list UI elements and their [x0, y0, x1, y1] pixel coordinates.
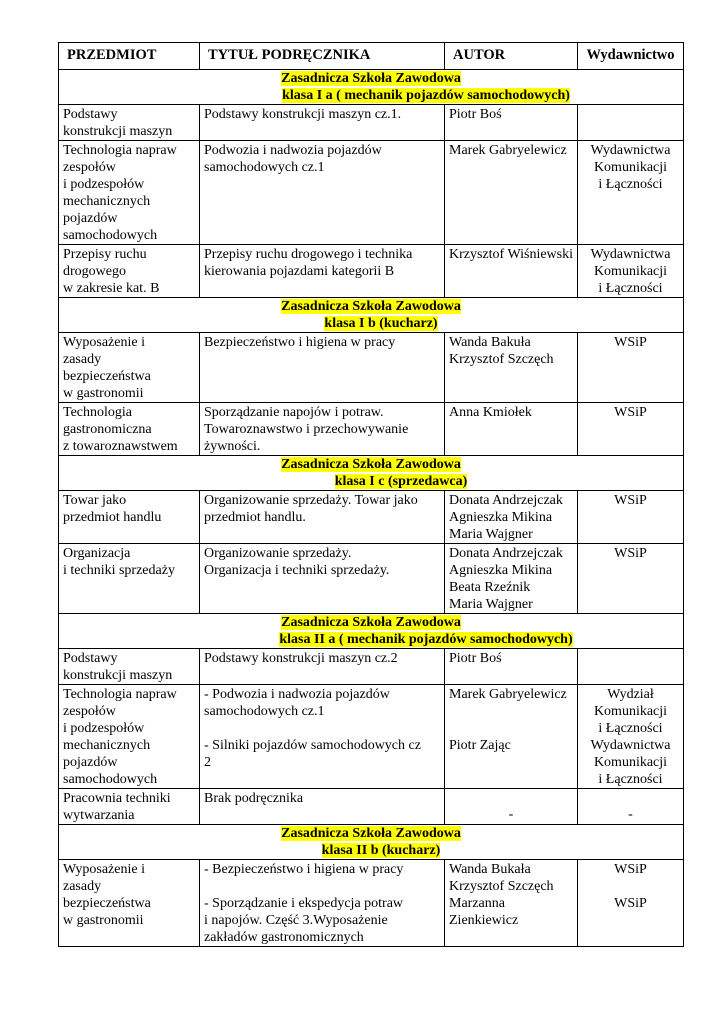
cell-author: Piotr Boś — [445, 105, 578, 141]
section-class: klasa I b (kucharz) — [324, 316, 438, 331]
cell-subject: Organizacja i techniki sprzedaży — [59, 544, 200, 614]
cell-author: Piotr Boś — [445, 649, 578, 685]
cell-title — [200, 860, 445, 947]
section-heading — [59, 70, 684, 105]
cell-author: Wanda Bukała Krzysztof Szczęch Marzanna Zienkiewicz — [445, 860, 578, 947]
section-school: Zasadnicza Szkoła Zawodowa — [281, 299, 461, 314]
textbook-table — [58, 42, 684, 947]
section-school: Zasadnicza Szkoła Zawodowa — [281, 615, 461, 630]
title-part-a: - Podwozia i nadwozia pojazdów samochodowych cz.1 — [204, 687, 390, 719]
cell-author: Donata Andrzejczak Agnieszka Mikina Maria Wajgner — [445, 491, 578, 544]
cell-title: Podstawy konstrukcji maszyn cz.2 — [200, 649, 445, 685]
cell-publisher: Wydawnictwa Komunikacji i Łączności — [578, 245, 684, 298]
title-part-b: - Sporządzanie i ekspedycja potraw i napojów. Część 3.Wyposażenie zakładów gastronomicznych — [204, 896, 404, 945]
section-heading-row — [59, 825, 684, 860]
cell-publisher: Wydział Komunikacji i Łączności Wydawnictwa Komunikacji i Łączności — [578, 685, 684, 789]
author-part-b: Piotr Zając — [449, 738, 511, 753]
section-heading-row — [59, 614, 684, 649]
publisher-dash: - — [628, 807, 633, 822]
section-heading — [59, 825, 684, 860]
cell-author: Krzysztof Wiśniewski — [445, 245, 578, 298]
table-header-row — [59, 43, 684, 70]
cell-publisher — [578, 860, 684, 947]
author-part-a: Marek Gabryelewicz — [449, 687, 567, 702]
section-school: Zasadnicza Szkoła Zawodowa — [281, 71, 461, 86]
cell-title — [200, 685, 445, 789]
cell-publisher: WSiP — [578, 403, 684, 456]
section-school: Zasadnicza Szkoła Zawodowa — [281, 826, 461, 841]
section-heading-row — [59, 456, 684, 491]
cell-author: Donata Andrzejczak Agnieszka Mikina Beata Rzeźnik Maria Wajgner — [445, 544, 578, 614]
cell-title: Podwozia i nadwozia pojazdów samochodowych cz.1 — [200, 141, 445, 245]
section-heading-row — [59, 70, 684, 105]
author-dash: - — [508, 807, 514, 822]
table-row — [59, 105, 684, 141]
title-part-a: - Bezpieczeństwo i higiena w pracy — [204, 862, 404, 877]
cell-title: Organizowanie sprzedaży. Organizacja i techniki sprzedaży. — [200, 544, 445, 614]
header-subject: PRZEDMIOT — [59, 43, 200, 70]
cell-title: Podstawy konstrukcji maszyn cz.1. — [200, 105, 445, 141]
cell-title: Brak podręcznika — [200, 789, 445, 825]
header-publisher: Wydawnictwo — [578, 43, 684, 70]
section-class: klasa II b (kucharz) — [321, 843, 441, 858]
section-heading — [59, 298, 684, 333]
table-row — [59, 491, 684, 544]
cell-title: Organizowanie sprzedaży. Towar jako przedmiot handlu. — [200, 491, 445, 544]
cell-subject: Podstawy konstrukcji maszyn — [59, 649, 200, 685]
cell-subject: Technologia napraw zespołów i podzespołów mechanicznych pojazdów samochodowych — [59, 685, 200, 789]
cell-subject: Wyposażenie i zasady bezpieczeństwa w gastronomii — [59, 333, 200, 403]
section-class: klasa II a ( mechanik pojazdów samochodowych) — [279, 632, 573, 647]
section-heading — [59, 614, 684, 649]
table-row — [59, 860, 684, 947]
cell-publisher: Wydawnictwa Komunikacji i Łączności — [578, 141, 684, 245]
cell-publisher — [578, 649, 684, 685]
table-row — [59, 333, 684, 403]
cell-subject: Pracownia techniki wytwarzania — [59, 789, 200, 825]
cell-subject: Towar jako przedmiot handlu — [59, 491, 200, 544]
title-part-b: - Silniki pojazdów samochodowych cz 2 — [204, 738, 421, 770]
section-heading — [59, 456, 684, 491]
table-row — [59, 685, 684, 789]
cell-publisher — [578, 105, 684, 141]
table-row — [59, 789, 684, 825]
cell-publisher: WSiP — [578, 491, 684, 544]
cell-title: Bezpieczeństwo i higiena w pracy — [200, 333, 445, 403]
cell-subject: Wyposażenie i zasady bezpieczeństwa w gastronomii — [59, 860, 200, 947]
header-author: AUTOR — [445, 43, 578, 70]
cell-publisher: WSiP — [578, 333, 684, 403]
publisher-part-a: WSiP — [614, 862, 647, 877]
section-class: klasa I a ( mechanik pojazdów samochodowych) — [282, 88, 570, 103]
cell-subject: Przepisy ruchu drogowego w zakresie kat. B — [59, 245, 200, 298]
table-row — [59, 649, 684, 685]
cell-subject: Technologia gastronomiczna z towaroznawstwem — [59, 403, 200, 456]
table-row — [59, 245, 684, 298]
cell-publisher: WSiP — [578, 544, 684, 614]
cell-subject: Technologia napraw zespołów i podzespołów mechanicznych pojazdów samochodowych — [59, 141, 200, 245]
cell-title: Sporządzanie napojów i potraw. Towaroznawstwo i przechowywanie żywności. — [200, 403, 445, 456]
section-heading-row — [59, 298, 684, 333]
table-row — [59, 544, 684, 614]
header-title: TYTUŁ PODRĘCZNIKA — [200, 43, 445, 70]
section-school: Zasadnicza Szkoła Zawodowa — [281, 457, 461, 472]
cell-title: Przepisy ruchu drogowego i technika kierowania pojazdami kategorii B — [200, 245, 445, 298]
section-class: klasa I c (sprzedawca) — [334, 474, 468, 489]
cell-author: Anna Kmiołek — [445, 403, 578, 456]
cell-author — [445, 789, 578, 825]
cell-subject: Podstawy konstrukcji maszyn — [59, 105, 200, 141]
table-row — [59, 403, 684, 456]
publisher-part-b: WSiP — [614, 896, 647, 911]
cell-author: Wanda Bakuła Krzysztof Szczęch — [445, 333, 578, 403]
cell-author — [445, 685, 578, 789]
table-row — [59, 141, 684, 245]
cell-author: Marek Gabryelewicz — [445, 141, 578, 245]
cell-publisher — [578, 789, 684, 825]
